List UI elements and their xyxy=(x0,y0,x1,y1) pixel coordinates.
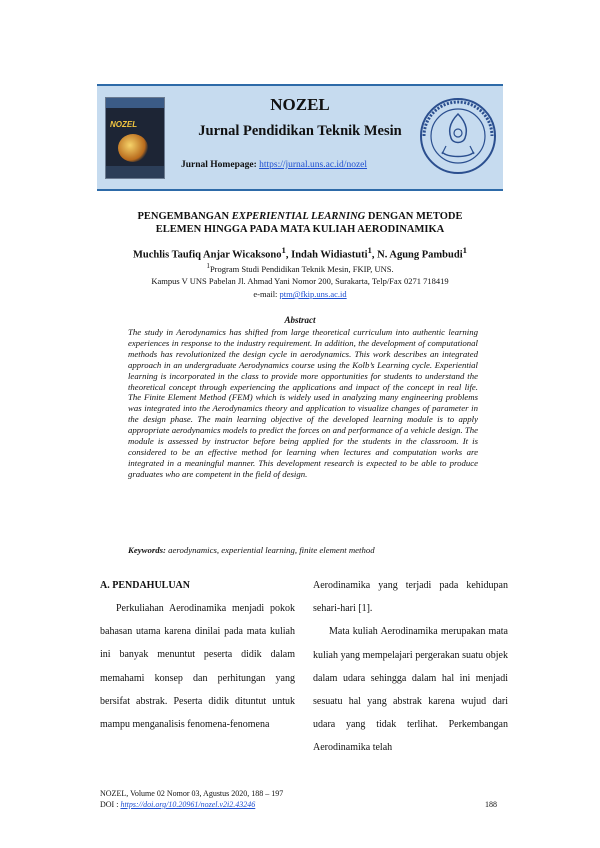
title-part: PENGEMBANGAN xyxy=(137,211,232,222)
university-seal-logo xyxy=(418,96,498,176)
journal-subtitle: Jurnal Pendidikan Teknik Mesin xyxy=(198,123,402,139)
author-sup: 1 xyxy=(462,245,467,255)
author-name: Indah Widiastuti xyxy=(291,249,368,261)
author-sup: 1 xyxy=(367,245,372,255)
author-name: N. Agung Pambudi xyxy=(377,249,463,261)
email-link[interactable]: ptm@fkip.uns.ac.id xyxy=(279,289,347,299)
abstract-text: The study in Aerodynamics has shifted from large theoretical curriculum into authentic learning experiences in response to the industry requirement. In addition, the development of computational methods has revolutionized the design cycle in aerodynamics. This work describes an integrated approach in an undergraduate Aerodynamics course using the Kolb’s Learning cycle. Experiential learning is incorporated in the class to provide more opportunities for students to understand the theoretical concept through experiencing the applications and impact of the concept in real life. The Finite Element Method (FEM) which is widely used in analyzing many engineering problems was integrated into the Aerodynamics theory and application to visualize changes of parameter in the design phase. The main learning objective of the developed learning module is to apply appropriate aerodynamics models to predict the forces on and performance of a vehicle design. The module is assessed by instructor before being applied for the students in the classroom. It is considered to be an effective method for learning when lectures and computation works are integrated in a meaningful manner. This development research is expected to be able to produce graduates who are competent in the field of design. xyxy=(128,327,478,479)
page-number: 188 xyxy=(485,800,497,809)
paragraph: Mata kuliah Aerodinamika merupakan mata kuliah yang mempelajari pergerakan suatu objek dalam udara sehingga dalam hal ini menjadi sesuatu hal yang abstrak karena wujud dari udara yang tidak terlihat. Perkembangan Aerodinamika telah xyxy=(313,626,508,754)
title-italic-part: EXPERIENTIAL LEARNING xyxy=(231,211,366,222)
homepage-label: Jurnal Homepage: xyxy=(181,160,257,170)
author-name: Muchlis Taufiq Anjar Wicaksono xyxy=(132,249,282,261)
title-part: DENGAN METODE xyxy=(365,211,463,222)
section-heading: A. PENDAHULUAN xyxy=(100,580,190,591)
email-line xyxy=(60,289,540,299)
affiliation-sup: 1 xyxy=(206,262,210,270)
body-column-left xyxy=(100,597,295,736)
title-line2: ELEMEN HINGGA PADA MATA KULIAH AERODINAMIKA xyxy=(155,224,445,235)
email-label: e-mail: xyxy=(253,289,278,299)
journal-header xyxy=(97,84,503,191)
footer-citation: NOZEL, Volume 02 Nomor 03, Agustus 2020, 188 – 197 xyxy=(100,789,284,798)
author-sup: 1 xyxy=(281,245,286,255)
homepage-link[interactable]: https://jurnal.uns.ac.id/nozel xyxy=(259,160,368,170)
doi-link[interactable]: https://doi.org/10.20961/nozel.v2i2.43246 xyxy=(120,800,256,809)
body-column-right xyxy=(313,574,508,760)
journal-name: NOZEL xyxy=(270,95,330,114)
journal-homepage xyxy=(181,160,367,170)
keywords-label: Keywords: xyxy=(128,545,166,555)
doi-label: DOI : xyxy=(100,800,121,809)
abstract-heading: Abstract xyxy=(284,315,316,325)
affiliation xyxy=(60,262,540,274)
affiliation-text: Program Studi Pendidikan Teknik Mesin, FKIP, UNS. xyxy=(209,263,394,274)
paragraph: Aerodinamika yang terjadi pada kehidupan sehari-hari [1]. xyxy=(313,580,508,615)
paper-title xyxy=(60,210,540,236)
cover-title: NOZEL xyxy=(110,120,138,129)
author-list: Muchlis Taufiq Anjar Wicaksono$^1$, Indah Widiastuti$^1$, N. Agung Pambudi$^1$ xyxy=(132,245,467,261)
address: Kampus V UNS Pabelan Jl. Ahmad Yani Nomor 200, Surakarta, Telp/Fax 0271 718419 xyxy=(151,276,449,286)
footer-doi xyxy=(100,800,255,809)
keywords-text: aerodynamics, experiential learning, finite element method xyxy=(168,545,375,555)
keywords xyxy=(128,545,478,555)
paragraph: Perkuliahan Aerodinamika menjadi pokok bahasan utama karena dinilai pada mata kuliah ini banyak menuntut peserta didik dalam memahami konsep dan perhitungan yang bersifat abstrak. Peserta didik dituntut untuk mampu menganalisis fenomena-fenomena xyxy=(100,603,295,731)
